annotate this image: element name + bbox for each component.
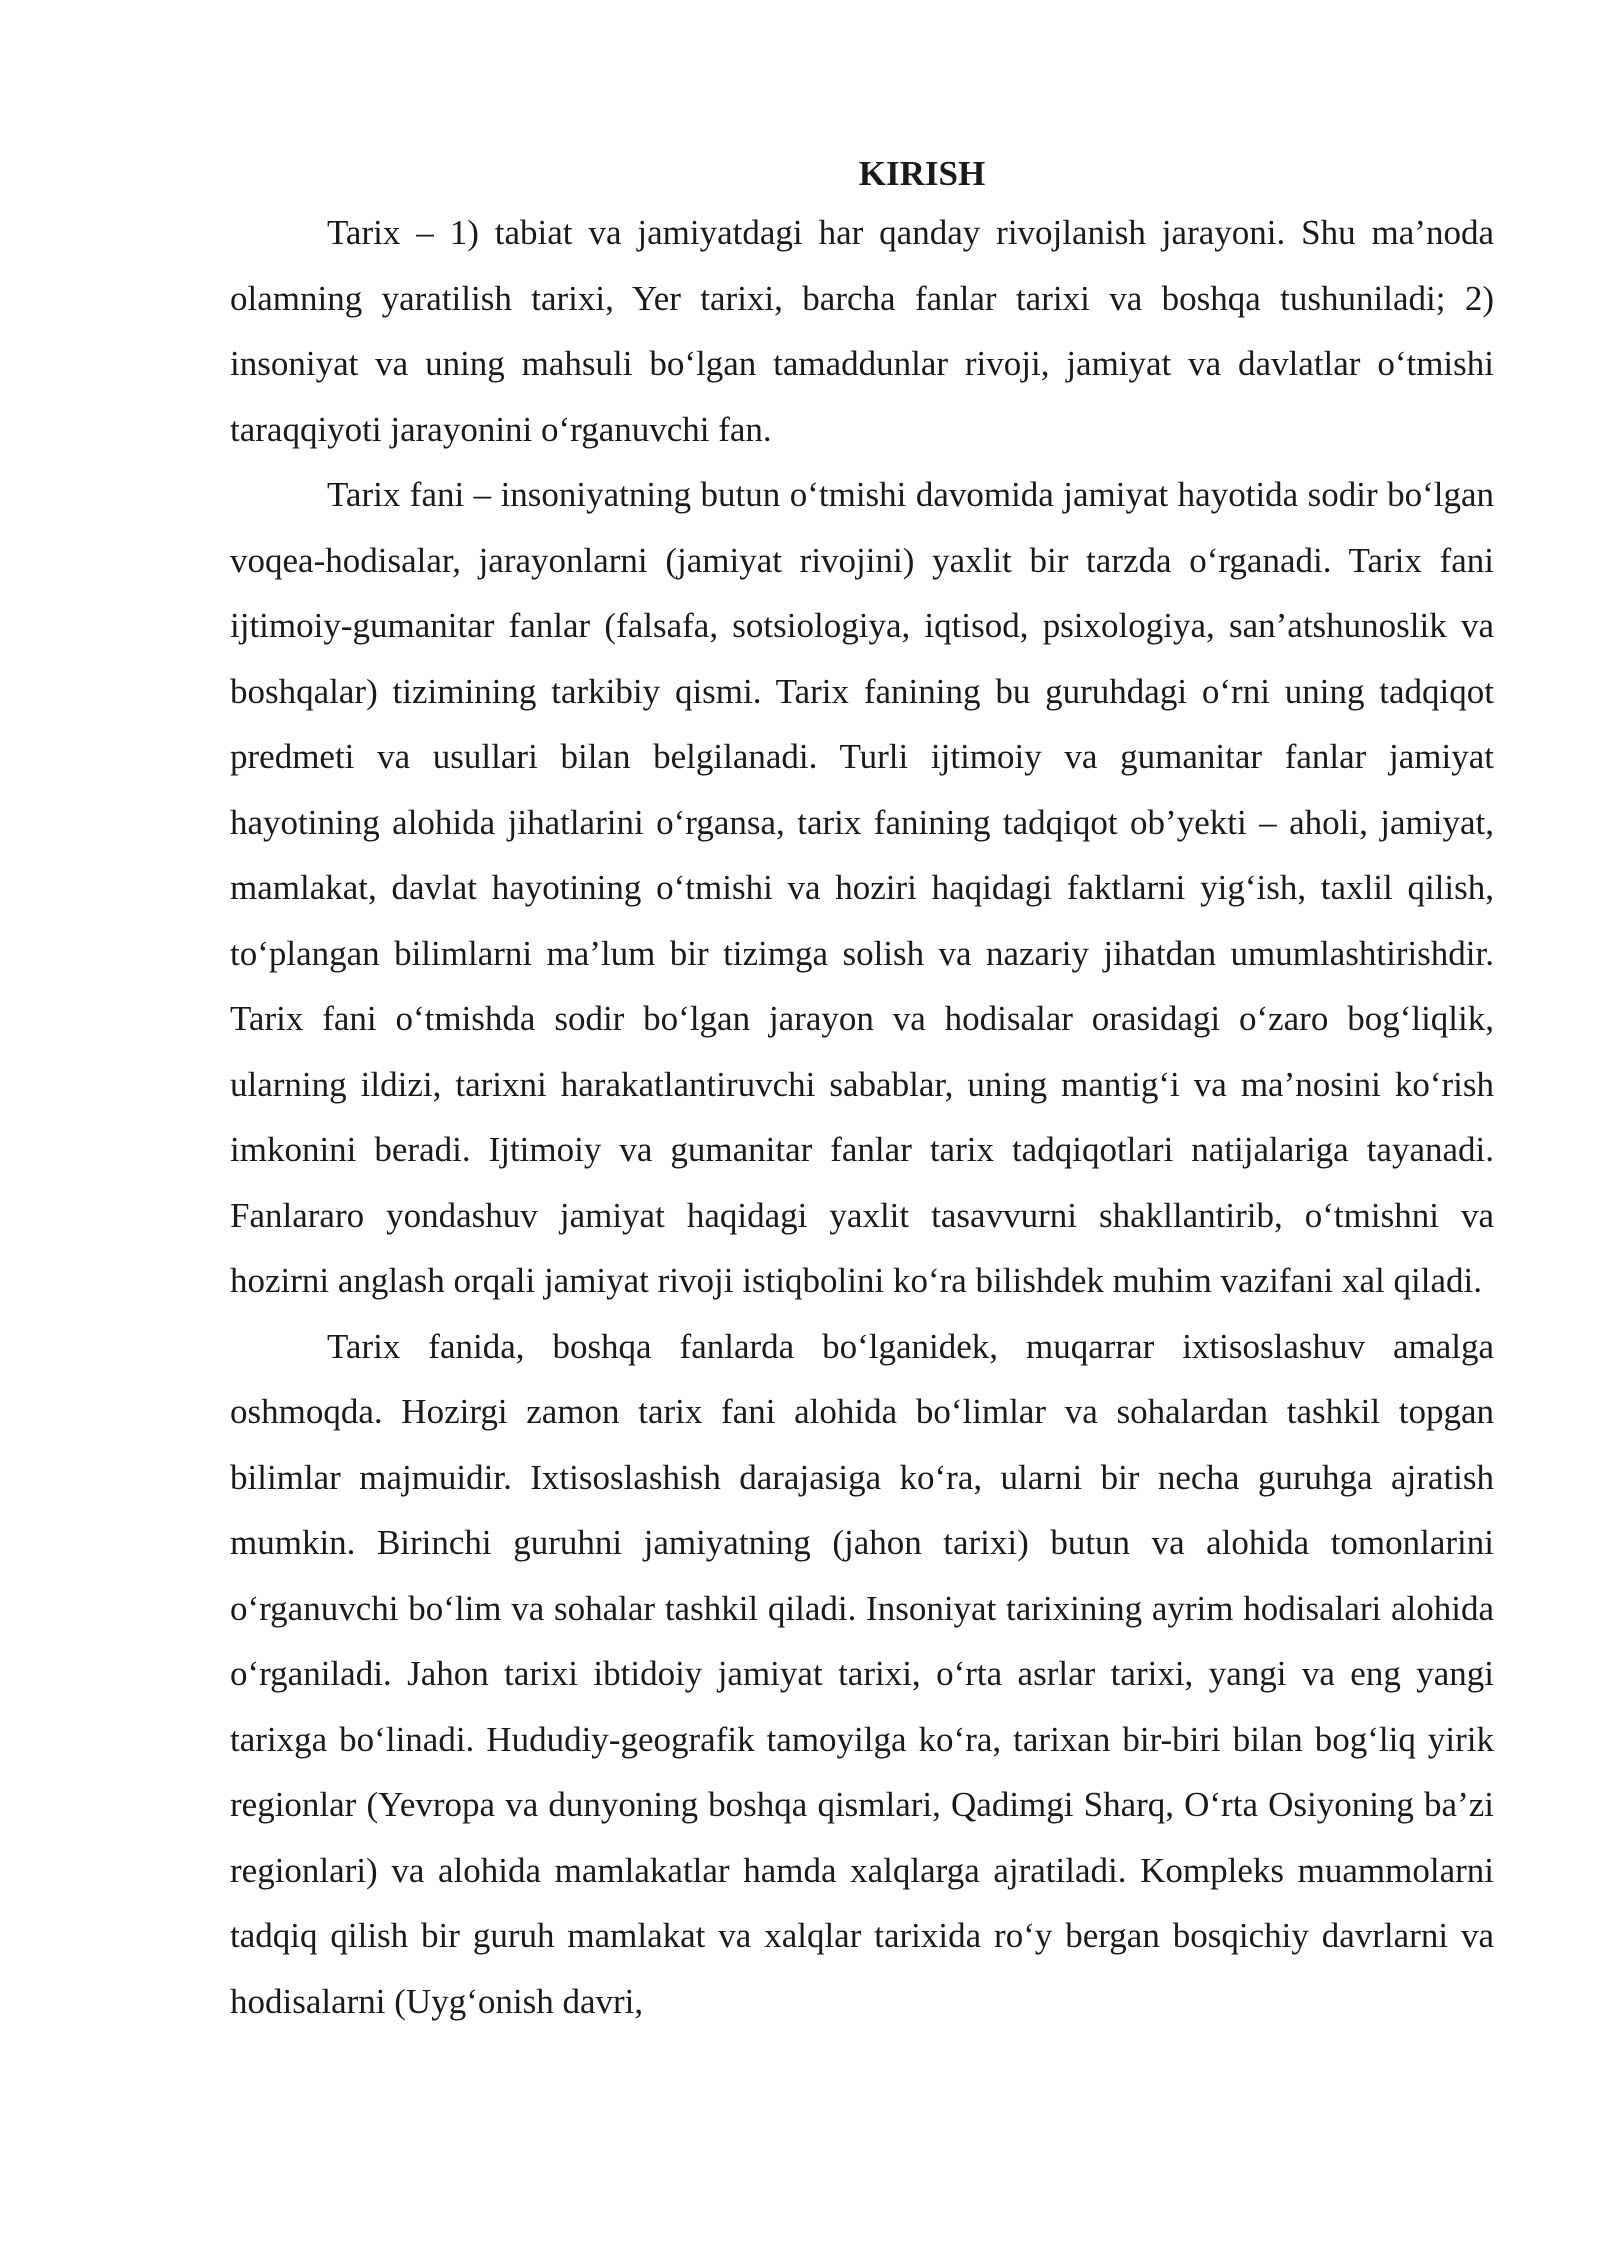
page-title: KIRISH (858, 154, 986, 193)
paragraph-1: Tarix – 1) tabiat va jamiyatdagi har qanday rivojlanish jarayoni. Shu ma’noda olamning yaratilish tarixi, Yer tarixi, barcha fanlar tarixi va boshqa tushuniladi; 2) insoniyat va uning mahsuli bo‘lgan tamaddunlar rivoji, jamiyat va davlatlar o‘tmishi taraqqiyoti jarayonini o‘rganuvchi fan. (230, 213, 1494, 449)
paragraph-2: Tarix fani – insoniyatning butun o‘tmishi davomida jamiyat hayotida sodir bo‘lgan voqea-hodisalar, jarayonlarni (jamiyat rivojini) yaxlit bir tarzda o‘rganadi. Tarix fani ijtimoiy-gumanitar fanlar (falsafa, sotsiologiya, iqtisod, psixologiya, san’atshunoslik va boshqalar) tizimining tarkibiy qismi. Tarix fanining bu guruhdagi o‘rni uning tadqiqot predmeti va usullari bilan belgilanadi. Turli ijtimoiy va gumanitar fanlar jamiyat hayotining alohida jihatlarini o‘rgansa, tarix fanining tadqiqot ob’yekti – aholi, jamiyat, mamlakat, davlat hayotining o‘tmishi va hoziri haqidagi faktlarni yig‘ish, taxlil qilish, to‘plangan bilimlarni ma’lum bir tizimga solish va nazariy jihatdan umumlashtirishdir. Tarix fani o‘tmishda sodir bo‘lgan jarayon va hodisalar orasidagi o‘zaro bog‘liqlik, ularning ildizi, tarixni harakatlantiruvchi sabablar, uning mantig‘i va ma’nosini ko‘rish imkonini beradi. Ijtimoiy va gumanitar fanlar tarix tadqiqotlari natijalariga tayanadi. Fanlararo yondashuv jamiyat haqidagi yaxlit tasavvurni shakllantirib, o‘tmishni va hozirni anglash orqali jamiyat rivoji istiqbolini ko‘ra bilishdek muhim vazifani xal qiladi. (230, 475, 1494, 1300)
document-page (230, 148, 1494, 2034)
paragraph-3: Tarix fanida, boshqa fanlarda bo‘lganidek, muqarrar ixtisoslashuv amalga oshmoqda. Hozirgi zamon tarix fani alohida bo‘limlar va sohalardan tashkil topgan bilimlar majmuidir. Ixtisoslashish darajasiga ko‘ra, ularni bir necha guruhga ajratish mumkin. Birinchi guruhni jamiyatning (jahon tarixi) butun va alohida tomonlarini o‘rganuvchi bo‘lim va sohalar tashkil qiladi. Insoniyat tarixining ayrim hodisalari alohida o‘rganiladi. Jahon tarixi ibtidoiy jamiyat tarixi, o‘rta asrlar tarixi, yangi va eng yangi tarixga bo‘linadi. Hududiy-geografik tamoyilga ko‘ra, tarixan bir-biri bilan bog‘liq yirik regionlar (Yevropa va dunyoning boshqa qismlari, Qadimgi Sharq, O‘rta Osiyoning ba’zi regionlari) va alohida mamlakatlar hamda xalqlarga ajratiladi. Kompleks muammolarni tadqiq qilish bir guruh mamlakat va xalqlar tarixida ro‘y bergan bosqichiy davrlarni va hodisalarni (Uyg‘onish davri, (230, 1326, 1494, 2021)
